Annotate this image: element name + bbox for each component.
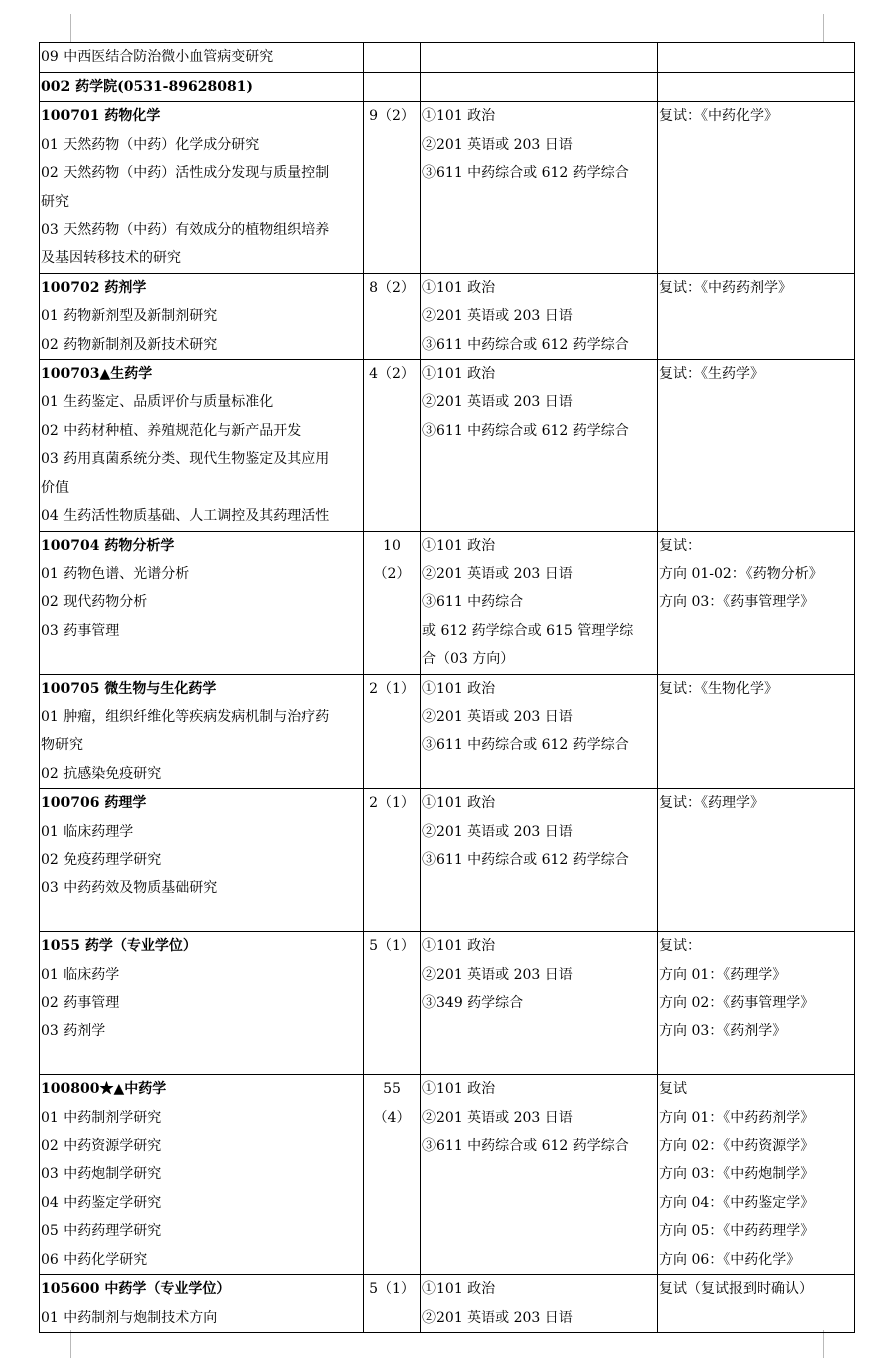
cell-line: ②201 英语或 203 日语: [422, 394, 573, 411]
table-row: [40, 73, 855, 102]
cell-line: 方向 03：《药剂学》: [659, 1023, 787, 1040]
program-cell: [40, 932, 364, 1075]
retest-cell: [658, 531, 855, 674]
cell-line: 方向 03：《药事管理学》: [659, 594, 815, 611]
cell-line: ②201 英语或 203 日语: [422, 136, 573, 153]
crop-mark-bottom-left: [70, 1330, 71, 1358]
enrollment-table: [39, 42, 855, 1333]
cell-line: 方向 05：《中药药理学》: [659, 1223, 815, 1240]
cell-line: ③611 中药综合或 612 药学综合: [422, 165, 629, 182]
cell-line: 方向 02：《药事管理学》: [659, 994, 815, 1011]
cell-line: 方向 04：《中药鉴定学》: [659, 1194, 815, 1211]
table-row: [40, 932, 855, 1075]
cell-line: 合（03 方向）: [422, 651, 515, 668]
program-title: 100706 药理学: [41, 795, 147, 812]
table-row: [40, 1275, 855, 1333]
cell-line: 02 免疫药理学研究: [41, 851, 162, 868]
cell-line: 物研究: [41, 737, 83, 754]
cell-line: 5（1）: [369, 1281, 415, 1298]
cell-line: ①101 政治: [422, 366, 496, 383]
cell-line: ①101 政治: [422, 795, 496, 812]
table-row: [40, 674, 855, 789]
exam-cell: [421, 789, 658, 932]
retest-cell: [658, 932, 855, 1075]
cell-line: 方向 02：《中药资源学》: [659, 1137, 815, 1154]
cell-line: 02 中药材种植、养殖规范化与新产品开发: [41, 422, 302, 439]
cell-line: ②201 英语或 203 日语: [422, 1109, 573, 1126]
program-cell: [40, 360, 364, 531]
cell-line: （2）: [373, 565, 411, 582]
cell-line: 01 临床药理学: [41, 823, 134, 840]
cell-line: ①101 政治: [422, 108, 496, 125]
cell-line: ③611 中药综合或 612 药学综合: [422, 1137, 629, 1154]
quota-cell: [364, 102, 421, 273]
cell-line: 01 肿瘤，组织纤维化等疾病发病机制与治疗药: [41, 708, 330, 725]
program-title: 105600 中药学（专业学位）: [41, 1281, 231, 1298]
cell-line: 复试：《生物化学》: [659, 680, 778, 697]
cell-line: ②201 英语或 203 日语: [422, 565, 573, 582]
cell-line: ②201 英语或 203 日语: [422, 823, 573, 840]
cell-line: 或 612 药学综合或 615 管理学综: [422, 622, 634, 639]
cell-line: 方向 01-02：《药物分析》: [659, 565, 823, 582]
quota-cell: [364, 932, 421, 1075]
cell-line: ①101 政治: [422, 680, 496, 697]
program-title: 100705 微生物与生化药学: [41, 680, 217, 697]
cell-line: 价值: [41, 479, 69, 496]
cell-line: ①101 政治: [422, 1081, 496, 1098]
cell-line: 复试：《中药化学》: [659, 108, 778, 125]
cell-line: 02 药物新制剂及新技术研究: [41, 336, 218, 353]
program-title: 100800★▲中药学: [41, 1081, 167, 1098]
crop-mark-bottom-right: [823, 1330, 824, 1358]
cell-line: 复试：: [659, 537, 701, 554]
program-title: 002 药学院(0531-89628081): [41, 79, 254, 95]
cell-line: ②201 英语或 203 日语: [422, 308, 573, 325]
cell-line: 复试：《生药学》: [659, 366, 764, 383]
cell-line: 01 中药制剂学研究: [41, 1109, 162, 1126]
retest-cell: [658, 1075, 855, 1275]
cell-line: ③611 中药综合或 612 药学综合: [422, 737, 629, 754]
exam-cell: [421, 674, 658, 789]
table-row: [40, 789, 855, 932]
cell-line: 方向 01：《中药药剂学》: [659, 1109, 815, 1126]
cell-line: ①101 政治: [422, 938, 496, 955]
cell-line: 复试（复试报到时确认）: [659, 1281, 813, 1298]
cell-line: 03 中药药效及物质基础研究: [41, 880, 218, 897]
cell-line: 02 中药资源学研究: [41, 1137, 162, 1154]
cell-line: 10: [383, 537, 401, 554]
table-row: [40, 531, 855, 674]
retest-cell: [658, 674, 855, 789]
cell-line: 复试：《药理学》: [659, 795, 764, 812]
cell-line: 04 中药鉴定学研究: [41, 1194, 162, 1211]
table-row: [40, 1075, 855, 1275]
quota-cell: [364, 360, 421, 531]
cell-line: 研究: [41, 193, 69, 210]
quota-cell: [364, 273, 421, 359]
quota-cell: [364, 789, 421, 932]
program-cell: [40, 1275, 364, 1333]
cell-line: 方向 06：《中药化学》: [659, 1251, 801, 1268]
retest-cell: [658, 273, 855, 359]
crop-mark-top-left: [70, 14, 71, 42]
program-cell: [40, 273, 364, 359]
quota-cell: [364, 43, 421, 73]
table-body: [40, 43, 855, 1333]
table-row: [40, 273, 855, 359]
cell-line: 55: [383, 1081, 401, 1098]
cell-line: ①101 政治: [422, 279, 496, 296]
cell-line: ③611 中药综合: [422, 594, 524, 611]
cell-line: 2（1）: [369, 680, 415, 697]
cell-line: 01 药物色谱、光谱分析: [41, 565, 190, 582]
cell-line: 02 现代药物分析: [41, 594, 148, 611]
program-title: 100701 药物化学: [41, 108, 161, 125]
retest-cell: [658, 102, 855, 273]
cell-line: 06 中药化学研究: [41, 1251, 148, 1268]
program-title: 1055 药学（专业学位）: [41, 938, 197, 955]
program-cell: [40, 43, 364, 73]
cell-line: 04 生药活性物质基础、人工调控及其药理活性: [41, 508, 330, 525]
cell-line: ①101 政治: [422, 1281, 496, 1298]
crop-mark-top-right: [823, 14, 824, 42]
quota-cell: [364, 531, 421, 674]
cell-line: ③611 中药综合或 612 药学综合: [422, 336, 629, 353]
exam-cell: [421, 531, 658, 674]
quota-cell: [364, 1275, 421, 1333]
program-cell: [40, 674, 364, 789]
cell-line: 01 临床药学: [41, 966, 120, 983]
exam-cell: [421, 1275, 658, 1333]
cell-line: ③349 药学综合: [422, 994, 524, 1011]
program-cell: [40, 102, 364, 273]
cell-line: 9（2）: [369, 108, 415, 125]
retest-cell: [658, 360, 855, 531]
cell-line: （4）: [373, 1109, 411, 1126]
cell-line: 02 药事管理: [41, 994, 120, 1011]
exam-cell: [421, 73, 658, 102]
program-cell: [40, 789, 364, 932]
quota-cell: [364, 674, 421, 789]
cell-line: 03 药用真菌系统分类、现代生物鉴定及其应用: [41, 451, 330, 468]
cell-line: 05 中药药理学研究: [41, 1223, 162, 1240]
cell-line: 方向 03：《中药炮制学》: [659, 1166, 815, 1183]
program-cell: [40, 73, 364, 102]
retest-cell: [658, 73, 855, 102]
cell-line: 01 中药制剂与炮制技术方向: [41, 1309, 218, 1326]
cell-line: 03 天然药物（中药）有效成分的植物组织培养: [41, 222, 330, 239]
cell-line: 03 中药炮制学研究: [41, 1166, 162, 1183]
program-title: 100702 药剂学: [41, 279, 147, 296]
cell-line: 2（1）: [369, 795, 415, 812]
exam-cell: [421, 932, 658, 1075]
exam-cell: [421, 1075, 658, 1275]
cell-line: 5（1）: [369, 938, 415, 955]
cell-line: 复试：: [659, 938, 701, 955]
program-title: 09 中西医结合防治微小血管病变研究: [41, 49, 274, 65]
cell-line: 及基因转移技术的研究: [41, 250, 181, 267]
program-cell: [40, 531, 364, 674]
cell-line: 01 药物新剂型及新制剂研究: [41, 308, 218, 325]
cell-line: 03 药事管理: [41, 622, 120, 639]
program-title: 100703▲生药学: [41, 366, 153, 383]
cell-line: 02 天然药物（中药）活性成分发现与质量控制: [41, 165, 330, 182]
program-title: 100704 药物分析学: [41, 537, 175, 554]
retest-cell: [658, 43, 855, 73]
cell-line: ③611 中药综合或 612 药学综合: [422, 851, 629, 868]
cell-line: 8（2）: [369, 279, 415, 296]
cell-line: 01 生药鉴定、品质评价与质量标准化: [41, 394, 274, 411]
cell-line: ③611 中药综合或 612 药学综合: [422, 422, 629, 439]
exam-cell: [421, 102, 658, 273]
exam-cell: [421, 43, 658, 73]
table-row: [40, 360, 855, 531]
retest-cell: [658, 789, 855, 932]
cell-line: ①101 政治: [422, 537, 496, 554]
program-cell: [40, 1075, 364, 1275]
exam-cell: [421, 273, 658, 359]
cell-line: 01 天然药物（中药）化学成分研究: [41, 136, 260, 153]
cell-line: 03 药剂学: [41, 1023, 106, 1040]
cell-line: 复试：《中药药剂学》: [659, 279, 792, 296]
cell-line: ②201 英语或 203 日语: [422, 1309, 573, 1326]
cell-line: 02 抗感染免疫研究: [41, 765, 162, 782]
retest-cell: [658, 1275, 855, 1333]
cell-line: 4（2）: [369, 366, 415, 383]
cell-line: ②201 英语或 203 日语: [422, 708, 573, 725]
cell-line: 复试: [659, 1081, 687, 1098]
cell-line: 方向 01：《药理学》: [659, 966, 787, 983]
exam-cell: [421, 360, 658, 531]
quota-cell: [364, 73, 421, 102]
table-row: [40, 102, 855, 273]
table-row: [40, 43, 855, 73]
cell-line: ②201 英语或 203 日语: [422, 966, 573, 983]
quota-cell: [364, 1075, 421, 1275]
